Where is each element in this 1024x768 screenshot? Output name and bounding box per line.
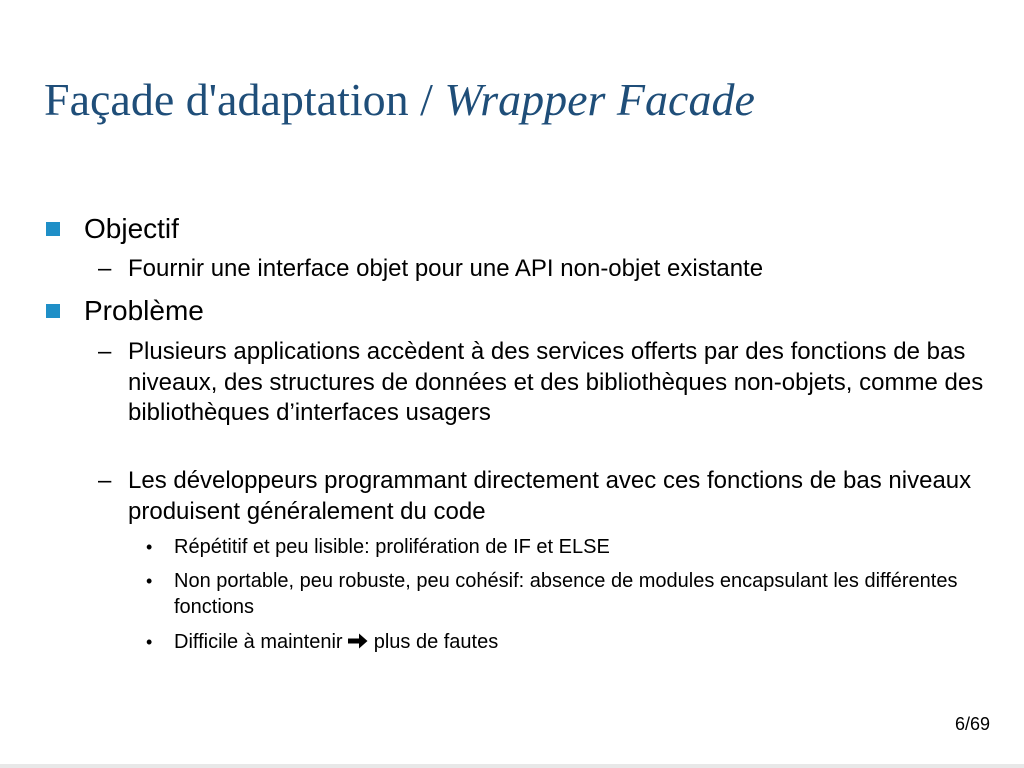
sub-bullet-text: Plusieurs applications accèdent à des services offerts par des fonctions de bas niveaux, des structures de données et des bibliothèques non-objets, comme des bibliothèques d’interfaces usagers	[128, 338, 984, 426]
bullet-probleme	[84, 295, 204, 327]
sub-sub-bullet-text-after: plus de fautes	[368, 631, 499, 653]
dash-bullet-icon: –	[98, 255, 112, 282]
bullet-objectif	[84, 213, 179, 245]
slide-title	[44, 72, 755, 128]
dot-bullet-icon: •	[146, 571, 153, 591]
sub-sub-bullet-3	[146, 629, 964, 655]
title-italic-text: Wrapper Facade	[444, 74, 755, 125]
bottom-divider	[0, 764, 1024, 768]
sub-sub-bullet-text: Répétitif et peu lisible: prolifération de IF et ELSE	[174, 536, 610, 558]
dash-bullet-icon: –	[98, 467, 112, 494]
dot-bullet-icon: •	[146, 632, 153, 652]
square-bullet-icon	[46, 304, 60, 318]
bullet-heading: Problème	[84, 295, 204, 326]
sub-bullet-probleme-1	[98, 337, 988, 429]
right-arrow-icon	[348, 631, 368, 653]
sub-sub-bullet-2	[146, 568, 964, 620]
sub-sub-bullet-text: Non portable, peu robuste, peu cohésif: absence de modules encapsulant les différentes fonctions	[174, 570, 958, 618]
dash-bullet-icon: –	[98, 338, 112, 365]
sub-sub-bullet-1	[146, 534, 964, 560]
sub-sub-bullet-text-before: Difficile à maintenir	[174, 631, 349, 653]
page-number: 6/69	[954, 714, 990, 734]
dot-bullet-icon: •	[146, 537, 153, 557]
title-text: Façade d'adaptation /	[44, 74, 445, 125]
bullet-heading: Objectif	[84, 213, 179, 244]
sub-bullet-objectif-1	[98, 254, 988, 285]
sub-bullet-text: Les développeurs programmant directement avec ces fonctions de bas niveaux produisent généralement du code	[128, 467, 972, 525]
square-bullet-icon	[46, 222, 60, 236]
sub-bullet-probleme-2	[98, 466, 988, 527]
sub-bullet-text: Fournir une interface objet pour une API non-objet existante	[128, 255, 764, 282]
